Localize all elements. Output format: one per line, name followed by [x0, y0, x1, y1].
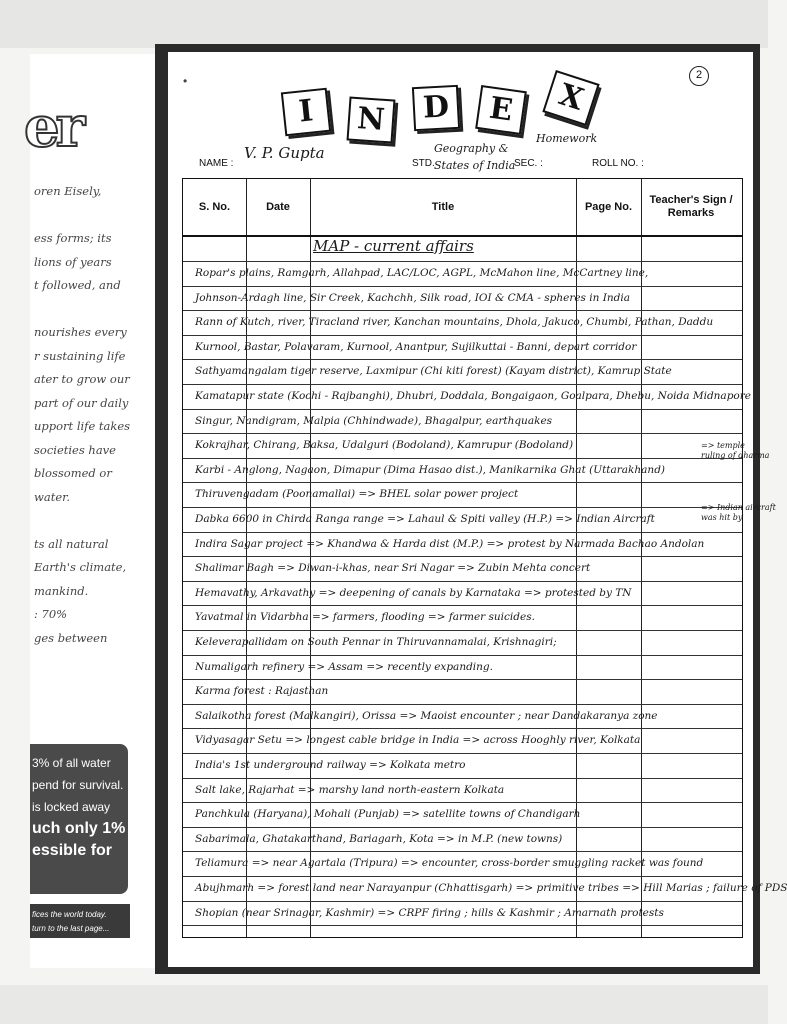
column-header-sno: S. No.	[198, 200, 231, 213]
left-page-line: Earth's climate,	[34, 560, 127, 574]
fact-box-line: uch only 1%	[32, 820, 126, 837]
ruled-line	[183, 261, 742, 262]
fact-box-line: essible for	[32, 842, 113, 859]
footer-line: turn to the last page...	[32, 924, 110, 933]
column-header-title: Title	[431, 200, 455, 213]
ruled-line	[183, 433, 742, 434]
index-entry: Shopian (near Srinagar, Kashmir) => CRPF firing ; hills & Kashmir ; Amarnath protests	[195, 906, 664, 919]
index-entry: Panchkula (Haryana), Mohali (Punjab) => satellite towns of Chandigarh	[195, 808, 581, 821]
scan-bottom-margin	[0, 985, 768, 1024]
ruled-line	[183, 827, 742, 828]
ruled-line	[183, 507, 742, 508]
ruled-line	[183, 409, 742, 410]
index-entry: Thiruvengadam (Poonamallai) => BHEL solar power project	[195, 488, 519, 501]
ruled-line	[183, 655, 742, 656]
index-entry: Yavatmal in Vidarbha => farmers, flooding => farmer suicides.	[195, 611, 535, 624]
ruled-line	[183, 630, 742, 631]
ruled-line	[183, 581, 742, 582]
ruled-line	[183, 458, 742, 459]
column-header-date: Date	[266, 200, 290, 213]
sec-label: SEC. :	[514, 158, 543, 169]
left-page-line: oren Eisely,	[34, 184, 102, 198]
left-page-line: ater to grow our	[34, 372, 130, 386]
index-entry: Teliamura => near Agartala (Tripura) => encounter, cross-border smuggling racket was found	[195, 857, 704, 870]
ruled-line	[183, 359, 742, 360]
left-page-line: nourishes every	[34, 325, 127, 339]
left-page-line: upport life takes	[34, 419, 131, 433]
ruled-line	[183, 679, 742, 680]
ruled-line	[183, 335, 742, 336]
index-entry: Keleverapallidam on South Pennar in Thiruvannamalai, Krishnagiri;	[195, 636, 557, 648]
ink-mark: •	[183, 74, 188, 88]
ruled-line	[183, 704, 742, 705]
left-page-heading: er	[24, 94, 82, 160]
index-entry: Kamatapur state (Kochi - Rajbanghi), Dhubri, Doddala, Bongaigaon, Goalpara, Dhebu, Noida Midnapore	[195, 390, 751, 402]
index-entry: Salaikotha forest (Malkangiri), Orissa => Maoist encounter ; near Dandakaranya zone	[195, 709, 658, 722]
margin-note: => Indian aircraft	[701, 503, 776, 512]
left-page-footer	[30, 904, 130, 938]
index-title-entry: MAP - current affairs	[313, 237, 474, 255]
index-table	[182, 178, 787, 938]
ruled-line	[183, 286, 742, 287]
left-page-line	[34, 509, 166, 533]
page-number: 2	[689, 66, 709, 86]
ruled-line	[183, 532, 742, 533]
left-page-line: blossomed or	[34, 466, 112, 480]
left-page-line: : 70%	[34, 607, 68, 621]
index-entry: India's 1st underground railway => Kolkata metro	[195, 759, 466, 771]
ruled-line	[183, 778, 742, 779]
column-header-page-no: Page No.	[584, 200, 633, 213]
left-page-text	[34, 180, 166, 650]
index-entry: Johnson-Ardagh line, Sir Creek, Kachchh, Silk road, IOI & CMA - spheres in India	[195, 291, 630, 304]
left-page-line: ges between	[34, 630, 108, 645]
fact-box-line: 3% of all water	[32, 756, 111, 770]
margin-note: was hit by	[701, 513, 743, 522]
index-letter-d: D	[412, 85, 460, 131]
std-value: Geography & States of India	[434, 142, 516, 172]
std-label: STD.	[412, 158, 435, 169]
left-page-line: t followed, and	[34, 278, 121, 292]
left-page-line	[34, 298, 166, 322]
index-entry: Karbi - Anglong, Nagaon, Dimapur (Dima Hasao dist.), Manikarnika Ghat (Uttarakhand)	[195, 463, 666, 476]
index-letter-i: I	[281, 88, 331, 137]
index-letter-n: N	[347, 96, 396, 143]
left-page-line: mankind.	[34, 583, 89, 598]
left-page-line: ess forms; its	[34, 231, 112, 245]
left-page-line: lions of years	[34, 254, 112, 269]
fact-box-line: pend for survival.	[32, 778, 124, 792]
ruled-line	[183, 851, 742, 852]
name-value: V. P. Gupta	[244, 144, 325, 162]
scan-top-margin	[0, 0, 768, 48]
ruled-line	[183, 802, 742, 803]
index-letter-x: X	[542, 70, 599, 126]
ruled-line	[183, 310, 742, 311]
index-entry: Rann of Kutch, river, Tiracland river, Kanchan mountains, Dhola, Jakuco, Chumbi, Pathan, Daddu	[195, 316, 714, 329]
index-entry: Karma forest : Rajasthan	[195, 685, 329, 698]
ruled-line	[183, 384, 742, 385]
column-header-remarks: Teacher's Sign / Remarks	[649, 194, 733, 219]
left-page-line: part of our daily	[34, 395, 129, 410]
index-entry: Sathyamangalam tiger reserve, Laxmipur (Chi kiti forest) (Kayam district), Kamrup State	[195, 365, 672, 378]
ruled-line	[183, 925, 742, 926]
left-page-line: water.	[34, 489, 71, 504]
ruled-line	[183, 482, 742, 483]
margin-note: => temple	[701, 441, 745, 450]
index-entry: Sabarimala, Ghatakarthand, Bariagarh, Kota => in M.P. (new towns)	[195, 832, 563, 845]
ruled-line	[183, 605, 742, 606]
fact-box-line: is locked away	[32, 800, 111, 814]
ruled-line	[183, 556, 742, 557]
roll-no-label: ROLL NO. :	[592, 158, 644, 169]
ruled-line	[183, 728, 742, 729]
left-page-line: ts all natural	[34, 536, 109, 551]
left-page-line: r sustaining life	[34, 348, 126, 363]
margin-note: ruling of dharma	[701, 451, 770, 460]
left-page-line	[34, 204, 166, 228]
water-fact-box	[30, 744, 128, 894]
index-entry: Salt lake, Rajarhat => marshy land north-eastern Kolkata	[195, 783, 505, 796]
index-entry: Shalimar Bagh => Diwan-i-khas, near Sri Nagar => Zubin Mehta concert	[195, 562, 591, 575]
index-entry: Abujhmarh => forest land near Narayanpur (Chhattisgarh) => primitive tribes => Hill Marias ; failure of PDS	[195, 882, 787, 894]
index-entry: Dabka 6600 in Chirda Ranga range => Lahaul & Spiti valley (H.P.) => Indian Aircraft	[195, 513, 655, 525]
left-magazine-page	[24, 54, 170, 968]
index-entry: Hemavathy, Arkavathy => deepening of canals by Karnataka => protested by TN	[195, 586, 632, 599]
index-letter-e: E	[475, 85, 527, 135]
index-entry: Kurnool, Bastar, Polavaram, Kurnool, Anantpur, Sujilkuttai - Banni, depart corridor	[195, 340, 637, 353]
ruled-line	[183, 876, 742, 877]
left-page-line: societies have	[34, 442, 116, 457]
index-entry: Indira Sagar project => Khandwa & Harda dist (M.P.) => protest by Narmada Bachao Andolan	[195, 537, 705, 550]
index-entry: Singur, Nandigram, Malpia (Chhindwade), Bhagalpur, earthquakes	[195, 414, 553, 427]
ruled-line	[183, 901, 742, 902]
index-entry: Kokrajhar, Chirang, Baksa, Udalguri (Bodoland), Kamrupur (Bodoland)	[195, 439, 574, 452]
sec-value: Homework	[536, 132, 598, 145]
index-entry: Numaligarh refinery => Assam => recently expanding.	[195, 660, 493, 673]
name-label: NAME :	[199, 158, 234, 169]
ruled-line	[183, 753, 742, 754]
index-entry: Ropar's plains, Ramgarh, Allahpad, LAC/LOC, AGPL, McMahon line, McCartney line,	[195, 267, 649, 279]
index-entry: Vidyasagar Setu => longest cable bridge in India => across Hooghly river, Kolkata	[195, 734, 641, 747]
footer-line: fices the world today.	[32, 910, 107, 919]
